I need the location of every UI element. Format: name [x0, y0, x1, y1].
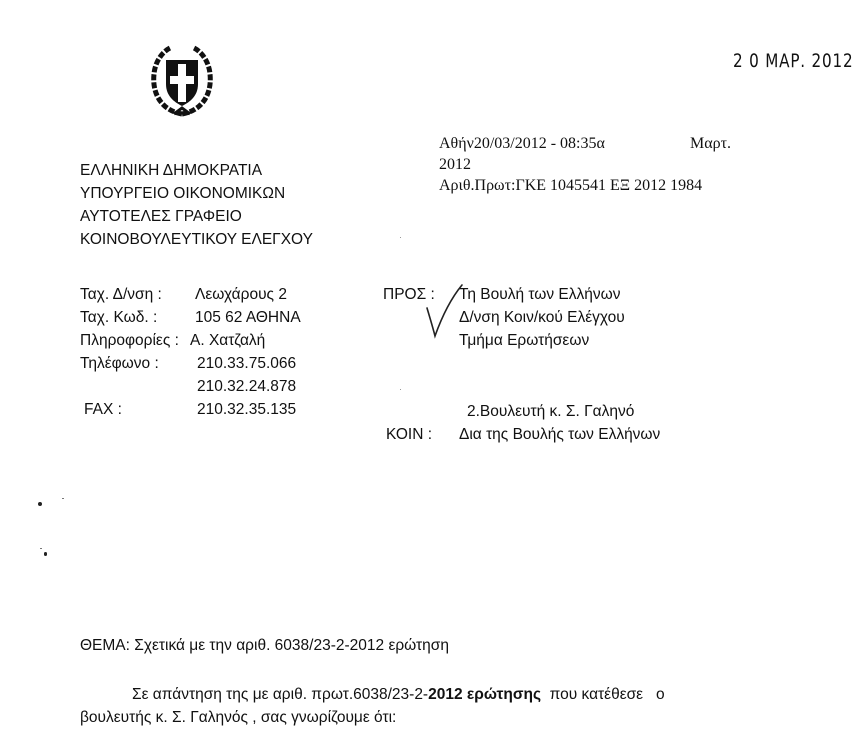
- handwritten-check-mark: [424, 282, 468, 340]
- body-text-end: που κατέθεσε ο: [541, 686, 665, 703]
- phone-label: Τηλέφωνο :: [80, 355, 159, 372]
- received-date-stamp: 2 0 ΜΑΡ. 2012: [733, 50, 854, 72]
- ref-year: 2012: [439, 156, 471, 173]
- koin-value: Δια της Βουλής των Ελλήνων: [459, 426, 661, 443]
- phone-value-2: 210.32.24.878: [197, 378, 297, 395]
- sender-line-4: ΚΟΙΝΟΒΟΥΛΕΥΤΙΚΟΥ ΕΛΕΓΧΟΥ: [80, 231, 313, 248]
- ref-protocol-number: Αριθ.Πρωτ:ΓΚΕ 1045541 ΕΞ 2012 1984: [439, 177, 703, 194]
- sender-line-2: ΥΠΟΥΡΓΕΙΟ ΟΙΚΟΝΟΜΙΚΩΝ: [80, 185, 286, 202]
- info-value: Α. Χατζαλή: [190, 332, 266, 349]
- address-label: Ταχ. Δ/νση :: [80, 286, 162, 303]
- scan-speck: [40, 548, 42, 549]
- scan-speck: [44, 552, 47, 556]
- fax-label: FAX :: [84, 401, 122, 418]
- fax-value: 210.32.35.135: [197, 401, 297, 418]
- sender-line-3: ΑΥΤΟΤΕΛΕΣ ΓΡΑΦΕΙΟ: [80, 208, 242, 225]
- koin-label: ΚΟΙΝ :: [386, 426, 433, 443]
- subject-line: ΘΕΜΑ: Σχετικά με την αριθ. 6038/23-2-2012 ερώτηση: [80, 637, 449, 654]
- scan-speck: [400, 389, 401, 390]
- ref-month: Μαρτ.: [690, 135, 732, 152]
- coat-of-arms-emblem: [148, 44, 216, 118]
- recipient-line-3: Τμήμα Ερωτήσεων: [459, 332, 590, 349]
- body-paragraph-line-2: βουλευτής κ. Σ. Γαληνός , σας γνωρίζουμε ότι:: [80, 709, 397, 726]
- address-value: Λεωχάρους 2: [195, 286, 287, 303]
- ref-date-time: Αθήν20/03/2012 - 08:35α: [439, 135, 605, 152]
- scan-speck: [400, 237, 401, 238]
- recipient-line-2: Δ/νση Κοιν/κού Ελέγχου: [459, 309, 625, 326]
- body-text-bold: 2012 ερώτησης: [428, 686, 542, 703]
- postal-value: 105 62 ΑΘΗΝΑ: [195, 309, 301, 326]
- sender-line-1: ΕΛΛΗΝΙΚΗ ΔΗΜΟΚΡΑΤΙΑ: [80, 162, 263, 179]
- recipient-line-4: 2.Βουλευτή κ. Σ. Γαληνό: [467, 403, 635, 420]
- body-paragraph-line-1: [132, 685, 665, 705]
- body-text-start: Σε απάντηση της με αριθ. πρωτ.6038/23-2-: [132, 686, 429, 703]
- scan-speck: [62, 498, 64, 499]
- recipient-line-1: Τη Βουλή των Ελλήνων: [459, 286, 621, 303]
- recipient-label: ΠΡΟΣ :: [383, 286, 435, 303]
- postal-label: Ταχ. Κωδ. :: [80, 309, 158, 326]
- scan-speck: [38, 502, 42, 506]
- info-label: Πληροφορίες :: [80, 332, 179, 349]
- phone-value-1: 210.33.75.066: [197, 355, 297, 372]
